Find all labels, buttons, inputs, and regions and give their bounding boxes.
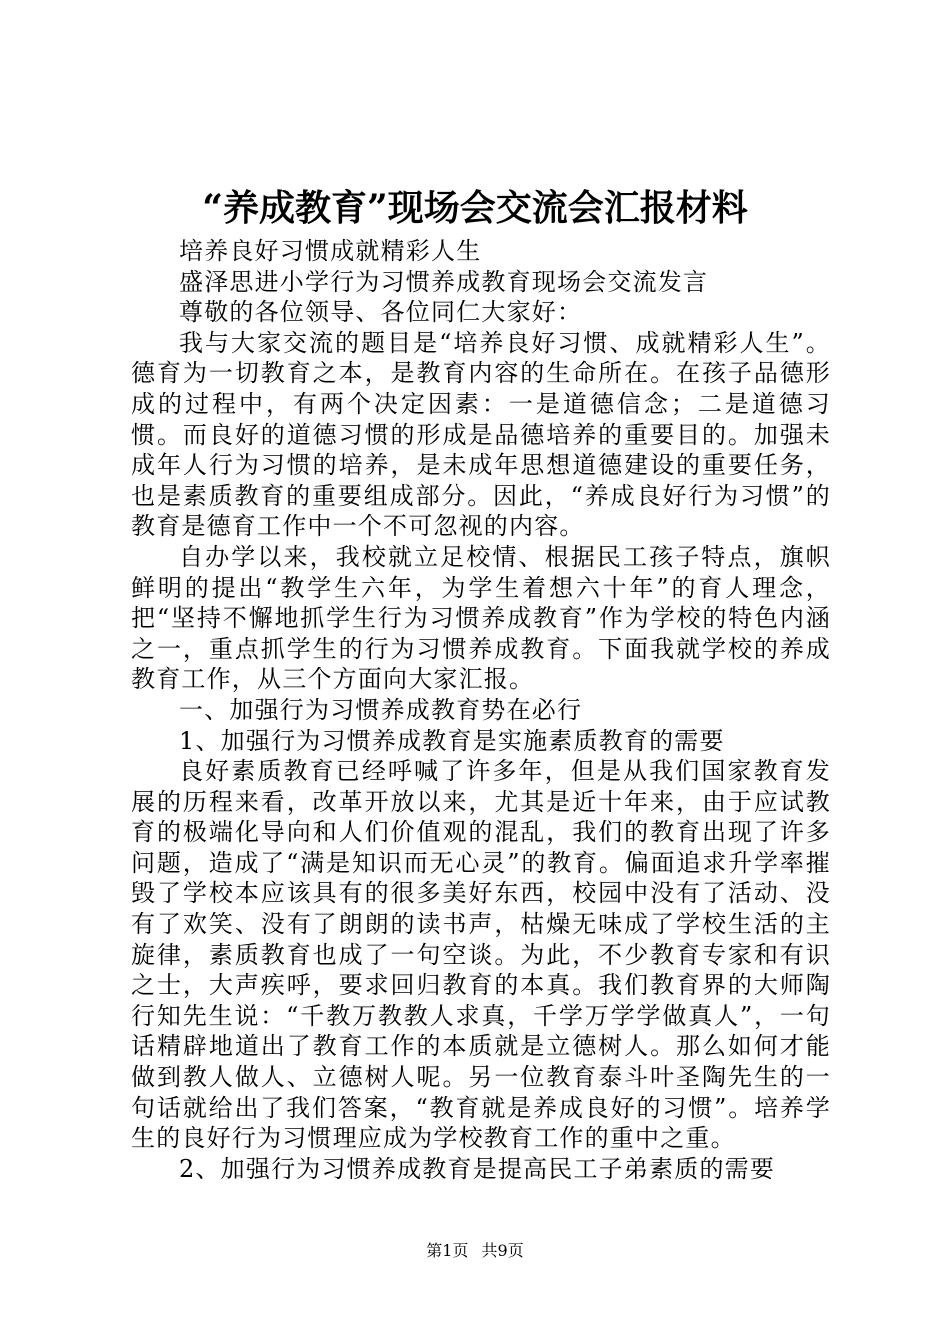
greeting: 尊敬的各位领导、各位同仁大家好： bbox=[179, 298, 583, 327]
paragraph: 自办学以来，我校就立足校情、根据民工孩子特点，旗帜鲜明的提出“教学生六年，为学生着想六十年”的育人理念，把“坚持不懈地抓学生行为习惯养成教育”作为学校的特色内涵之一，重点抓学生的行为习惯养成教育。下面我就学校的养成教育工作，从三个方面向大家汇报。 bbox=[131, 542, 831, 694]
subtitle: 培养良好习惯成就精彩人生 bbox=[179, 237, 482, 265]
document-body bbox=[131, 236, 831, 1184]
subsection-heading: 2、加强行为习惯养成教育是提高民工子弟素质的需要 bbox=[179, 1154, 776, 1183]
section-heading: 一、加强行为习惯养成教育势在必行 bbox=[179, 695, 583, 724]
document-title: “养成教育”现场会交流会汇报材料 bbox=[202, 187, 748, 229]
paragraph: 良好素质教育已经呼喊了许多年，但是从我们国家教育发展的历程来看，改革开放以来，尤其是近十年来，由于应试教育的极端化导向和人们价值观的混乱，我们的教育出现了许多问题，造成了“满是知识而无心灵”的教育。偏面追求升学率摧毁了学校本应该具有的很多美好东西，校园中没有了活动、没有了欢笑、没有了朗朗的读书声，枯燥无味成了学校生活的主旋律，素质教育也成了一句空谈。为此，不少教育专家和有识之士，大声疾呼，要求回归教育的本真。我们教育界的大师陶行知先生说：“千教万教教人求真，千学万学学做真人”，一句话精辟地道出了教育工作的本质就是立德树人。那么如何才能做到教人做人、立德树人呢。另一位教育泰斗叶圣陶先生的一句话就给出了我们答案，“教育就是养成良好的习惯”。培养学生的良好行为习惯理应成为学校教育工作的重中之重。 bbox=[131, 757, 831, 1153]
paragraph: 我与大家交流的题目是“培养良好习惯、成就精彩人生”。德育为一切教育之本，是教育内容的生命所在。在孩子品德形成的过程中，有两个决定因素：一是道德信念；二是道德习惯。而良好的道德习惯的形成是品德培养的重要目的。加强未成年人行为习惯的培养，是未成年思想道德建设的重要任务，也是素质教育的重要组成部分。因此，“养成良好行为习惯”的教育是德育工作中一个不可忽视的内容。 bbox=[131, 328, 831, 541]
subsection-heading: 1、加强行为习惯养成教育是实施素质教育的需要 bbox=[179, 726, 725, 755]
speech-heading: 盛泽思进小学行为习惯养成教育现场会交流发言 bbox=[179, 267, 709, 296]
page-footer bbox=[0, 1240, 950, 1262]
page-total: 共9页 bbox=[481, 1241, 524, 1260]
page-number: 第1页 bbox=[426, 1241, 469, 1260]
